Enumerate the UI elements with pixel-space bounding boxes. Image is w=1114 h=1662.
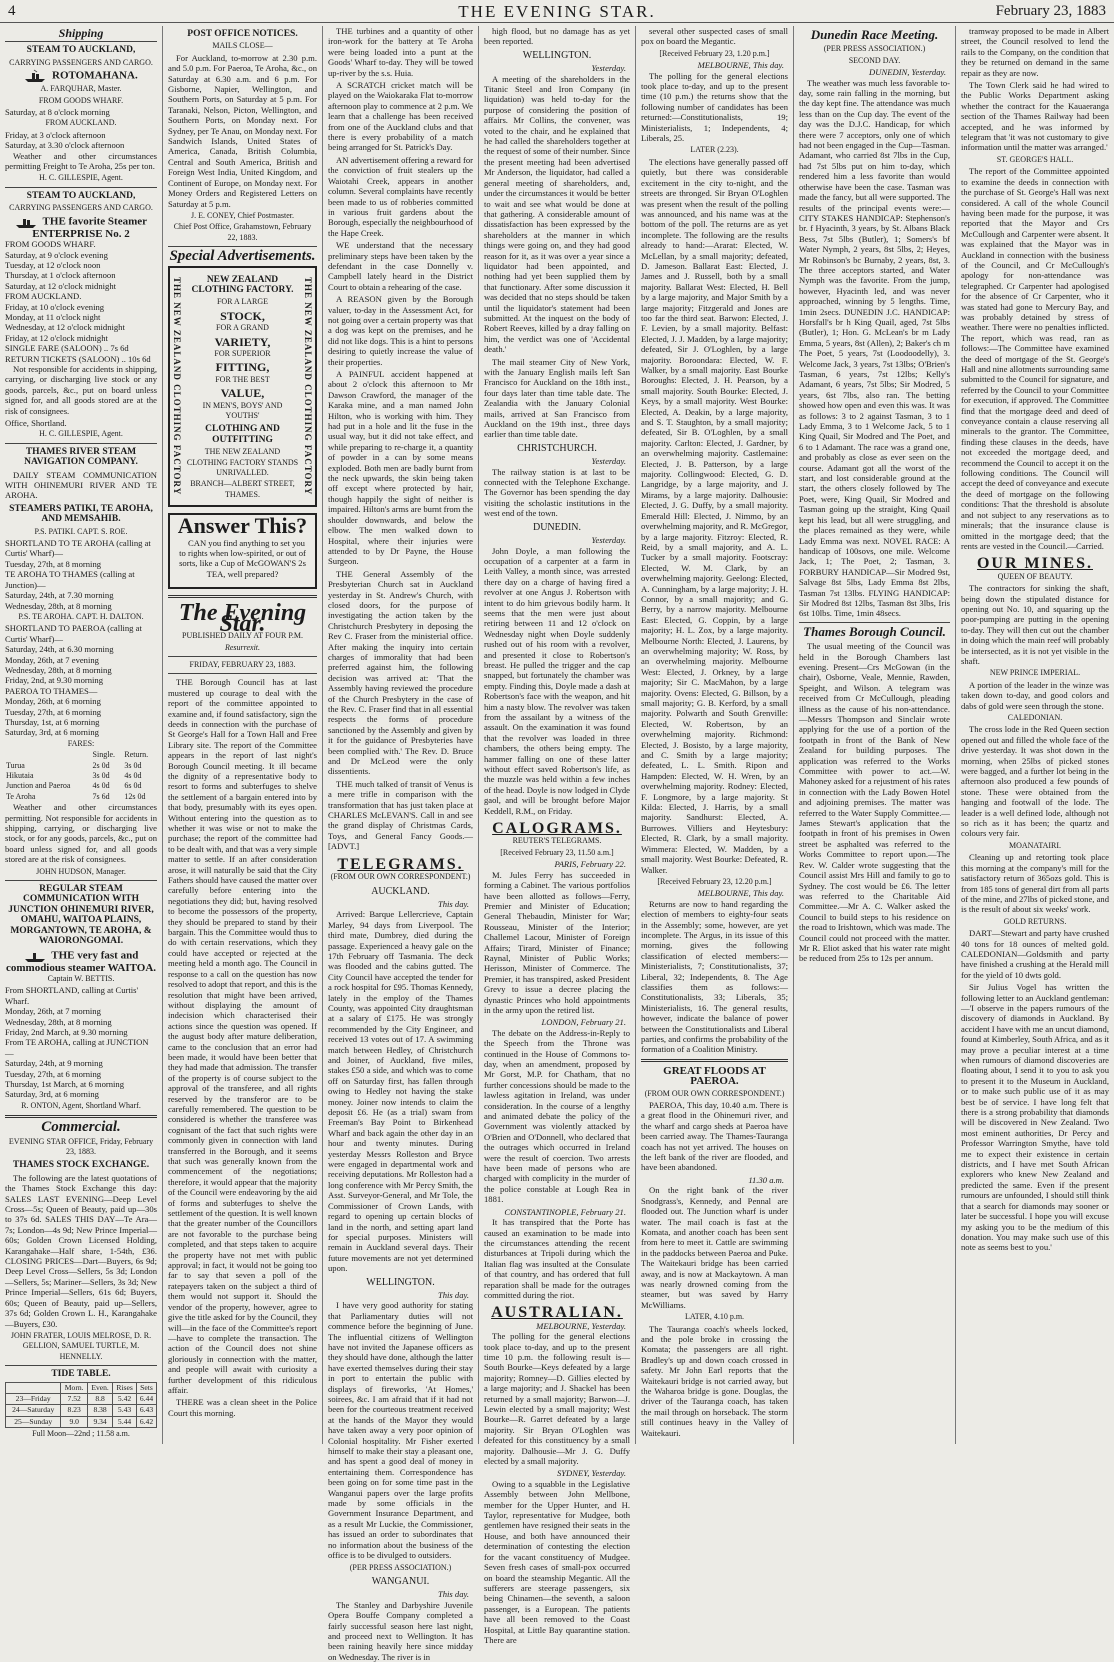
ad-body: DAILY STEAM COMMUNICATION WITH OHINEMURI RIVER AND TE AROHA. bbox=[5, 469, 157, 501]
dateline-date: CONSTANTINOPLE, February 21. bbox=[504, 1206, 626, 1217]
schedule-line: Wednesday, at 12 o'clock midnight bbox=[5, 322, 125, 333]
council-heading: Thames Borough Council. bbox=[803, 623, 946, 639]
telegram-body: The railway station is at last to be connected with the Telephone Exchange. The Governor has been spending the day visiting the scholastic institutions in the west end of the town. bbox=[484, 466, 630, 519]
ad-line: THE NEW ZEALAND CLOTHING FACTORY STANDS UNRIVALLED. bbox=[186, 447, 299, 478]
divider bbox=[168, 246, 317, 247]
council-body: The Town Clerk said he had wired to the Public Works Department asking whether the contract for the Kauaeranga section of the Thames Railway had been accepted, and he was informed by telegram that 'it was not customary to give information until the matter was arranged.' bbox=[961, 80, 1109, 153]
steamship-icon bbox=[24, 69, 46, 83]
ad-body: CAN you find anything to set you to rights when low-spirited, or out of sorts, like a Cup of McGOWAN'S 2s TEA, well prepared? bbox=[179, 537, 306, 579]
table-row: 23—Friday 7.52 8.8 5.42 6.44 bbox=[6, 1393, 157, 1404]
table-row: 24—Saturday 8.23 8.38 5.43 6.43 bbox=[6, 1405, 157, 1416]
schedule-line: Wednesday, 28th, at 8 morning bbox=[5, 1016, 112, 1027]
news-item: THE turbines and a quantity of other iron-work for the battery at Te Aroha were being loaded into a punt at the Goods' Wharf to-day. They will be towed up-river by the s.s. Huia. bbox=[328, 26, 473, 78]
race-source: (PER PRESS ASSOCIATION.) bbox=[823, 44, 926, 54]
mine-name: NEW PRINCE IMPERIAL. bbox=[989, 668, 1081, 678]
ad-line: FITTING, bbox=[215, 360, 270, 375]
mine-name: CALEDONIAN. bbox=[1007, 713, 1063, 722]
schedule-line: Wednesday, 28th, at 8 morning bbox=[5, 600, 112, 611]
dateline-date: MELBOURNE, Yesterday. bbox=[536, 1320, 626, 1331]
divider bbox=[5, 187, 157, 188]
news-item: A REASON given by the Borough valuer, to-day in the Assessment Act, for not going over a certain property was that a dog was kept on the premises, and he did not like dogs. This is a hint to persons desiring to quietly increase the value of their properties. bbox=[328, 294, 473, 367]
ad-ships: STEAMERS PATIKI, TE AROHA, AND MEMSAHIB. bbox=[9, 503, 153, 525]
news-item: THE General Assembly of the Presbyterian Church sat in Auckland yesterday in St. Andrew's Church, with closed doors, for the purpose of investigating the action taken by the Christchurch Presbytery in deposing the Rev C. Fraser from the ministerial office. After making the inquiry into certain charges of immorality that had been preferred against him, the following decision was arrived at: 'That the Assembly having reviewed the procedure of the Church Presbytery in the case of the Rev. C. Fraser find that in all essential respects the forms of procedure sanctioned by the Assembly and given by it for the guidance of Presbyteries have been complied with.' The Rev. D. Bruce and Dr McLeod were the only dissentients. bbox=[328, 568, 473, 777]
schedule-line: PAEROA TO THAMES— bbox=[5, 685, 98, 696]
dateline-date: Yesterday. bbox=[591, 456, 626, 467]
divider bbox=[5, 443, 157, 444]
steamship-icon bbox=[15, 215, 37, 229]
later-note: LATER (2.23). bbox=[690, 145, 739, 155]
tea-ad bbox=[168, 513, 317, 589]
ad-title: Answer This? bbox=[177, 513, 308, 539]
column-elections bbox=[636, 26, 794, 1444]
schedule-line: Thursday, 1st, at 6 morning bbox=[5, 716, 100, 727]
telegram-body: several other suspected cases of small pox on board the Megantic. bbox=[641, 26, 788, 47]
schedule-line: Saturday, at 9 o'clock evening bbox=[5, 249, 108, 260]
schedule-line: From SHORTLAND, calling at Curtis' Wharf. bbox=[5, 985, 139, 1006]
dateline-date: This day. bbox=[437, 1589, 469, 1600]
section-shipping-heading: Shipping bbox=[58, 26, 104, 40]
ad-agent: H. C. GILLESPIE, Agent. bbox=[39, 173, 123, 183]
schedule-line: Thursday, 1st March, at 6 morning bbox=[5, 1078, 125, 1089]
post-office-subheading: MAILS CLOSE— bbox=[212, 41, 273, 51]
dateline-date: Yesterday. bbox=[591, 63, 626, 74]
steamship-icon bbox=[24, 949, 46, 963]
telegram-body: John Doyle, a man following the occupation of a carpenter at a farm in Leith Valley, a month since, was arrested there day on a charge of having fired a revolver at one Angus J. Robertson with intent to do him grievous bodily harm. It seems that the men were just about retiring between 11 and 12 o'clock on Wednesday night when Doyle suddenly rushed out of his room with a revolver, and presented it close to Robertson's breast. He pulled the trigger and the cap snapped, but fortunately the chamber was empty. Finding this, Doyle made a dash at Robertson's face with the weapon, and hit him a nasty blow. The revolver was taken from the assailant by a witness of the assault. On the examination it was found that the revolver was loaded in three chambers, the others being empty. The hammer falling on one of these latter without effect saved Robertson's life, as the muzzle was held within a few inches of the head. Doyle is now lodged in Clyde gaol, and will be brought before Major Keddell, R.M., on Friday. bbox=[484, 545, 630, 816]
telegram-body: The Stanley and Darbyshire Juvenile Opera Bouffe Company completed a fairly successful season here last night, and proceed next to Wellington. It has been raining heavily here since midday on Wednesday. The river is in bbox=[328, 1599, 473, 1662]
ship-captain: Captain W. BETTIS. bbox=[47, 973, 115, 983]
table-row: 25—Sunday 9.0 9.34 5.44 6.42 bbox=[6, 1416, 157, 1427]
schedule-line: Saturday, 3rd, at 6 morning bbox=[5, 1089, 99, 1100]
moon-phase: Full Moon—22nd ; 11.58 a.m. bbox=[32, 1429, 130, 1439]
telegram-body: The polling for the general elections took place to-day, and up to the present time 10 p.m. the following result is—South Bourke—Keys defeated by a large majority; Romney—D. Gillies elected by a large majority; and J. Shackel has been returned by a small majority; Barwon—J. Lewin elected by a small majority; West Bourke—R. Garret defeated by a large majority. Sir Bryan O'Loghlen was defeated for this constituency by a small majority. Dalhousie—Mr J. G. Duffy elected by a small majority. bbox=[484, 1331, 630, 1467]
shipping-ad-thames-river bbox=[5, 447, 157, 877]
schedule-line: Tuesday, 27th, at 6 morning bbox=[5, 1068, 102, 1079]
mine-report: The cross lode in the Red Queen section opened out and filled the whole face of the drive yesterday. It was shot down in the morning, when 25lbs of picked stones were bagged, and a further lot being in the afternoon also produced a few pounds of stone. These were obtained from the hanging and footwall of the lode. The leader is a well defined lode, although not so rich as it has been; the quartz and colours very fair. bbox=[961, 724, 1109, 839]
telegram-body: Owing to a squabble in the Legislative Assembly between John Mellbone, member for the Upper Hunter, and H. Taylor, representative for Mudgee, both gentlemen have resigned their seats in the House, and both have announced their determination of contesting the election for the vacant constituency of Mudgee. Seven fresh cases of small-pox occurred on board the steamship Megantic. All the sufferers are steerage passengers, six being Chinamen—the seventh, a saloon passenger, is a European. The patients have all been removed to the Coast Hospital, at Little Bay quarantine station. There are bbox=[484, 1478, 630, 1645]
mine-report: Cleaning up and retorting took place this morning at the company's mill for the satisfactory return of 365ozs gold. This is from 185 tons of general dirt from all parts of the mine, and 27lbs of picked stone, and is the result of about six weeks' work. bbox=[961, 852, 1109, 915]
ad-branch: BRANCH—ALBERT STREET, THAMES. bbox=[190, 479, 295, 499]
ad-subtitle: CARRYING PASSENGERS AND CARGO. bbox=[9, 203, 153, 213]
dateline-date: This day. bbox=[437, 1289, 469, 1300]
schedule-line: Saturday, at 12 o'clock midnight bbox=[5, 280, 117, 291]
schedule-line: SHORTLAND TO TE AROHA (calling at Curtis' Wharf)— bbox=[5, 538, 151, 559]
telegram-body: The elections have generally passed off quietly, but there was considerable excitement in the city to-night, and the streets are thronged. Sir Bryan O'Loghlen was present when the result of the polling was announced, and his name was at the bottom of the poll. The returns are as yet incomplete. The following are the results already to hand:—Ararat: Elected, W. McLellan, by a small majority; defeated, D. Jameson. Ballarat East: Elected, J. James and J. Russell, both by a small majority. Ballarat West: Elected, H. Bell by a large majority, and Major Smith by a large majority; Fitzgerald and Jones are too far the third seat. Barwon: Elected, J. F. Levien, by a small majority. Belfast: Elected, J. J. Madden, by a large majority; defeated, Sir J. O'Loghlen, by a large majority. Boroondara: Elected, W. F. Walker, by a small majority. East Bourke Boroughs: Elected, J. H. Pearson, by a small majority. South Bourke: Elected, J. Keys, by a small majority. West Bourke: Elected, A. Deakin, by a large majority, and S. T. Staughton, by a small majority; defeated, Sir B. O'Loghlen, by a small majority. Carlton: Elected, J. Gardner, by an overwhelming majority. Castlemaine: Elected, J. B. Patterson, by a large majority. Collingwood: Elected, G. D. Langridge, by a large majority, and J. Mirams, by a large majority. Dalhousie: Elected, J. G. Duffy, by a small majority. Emerald Hill: Elected, J. Nimmo, by an overwhelming majority, and R. McGregor, by a large majority. Fitzroy: Elected, R. Reid, by a small majority, and A. L. Tucker by a small majority. Footscray: Elected, W. M. Clark, by an overwhelming majority. Geelong: Elected, A. Cunningham, by a large majority; J. H. Connor, by a small majority; and G. Berry, by a narrow majority. Melbourne East: Elected, G. Coppin, by a large majority; H. L. Zox, by a large majority. Melbourne North: Elected, J. Laurens, by an overwhelming majority; W. Ross, by an overwhelming majority. Melbourne West: Elected, J. Orkney, by a large majority; Sir C. MacMahon, by a large majority. Ovens: Elected, G. Billson, by a small majority; G. B. Kerford, by a small majority. Polwarth and South Grenville: Elected, W. Robertson, by an overwhelming majority. Richmond: Elected, J. Bosisto, by a large majority, and C. Smith by a large majority; defeated, L. L. Smith. Ripon and Hampden: Elected, W. H. Wren, by an overwhelming majority. Rodney: Elected, F. Longmore, by a large majority. St Kilda: Elected, J. Harris, by a small majority. Sandhurst: Elected, A. Burrowes. Villiers and Heytesbury: Elected, R. Clark, by a small majority. Wimmera: Elected, W. Madden, by a small majority. West Bourke: Defeated, R. Walker. bbox=[641, 156, 788, 875]
floods-body: PAEROA, This day, 10.40 a.m. There is a great flood in the Ohinemuri river, and the wharf and cargo sheds at Paeroa have been carried away. The Thames-Tauranga coach has not yet arrived. The houses on the left bank of the river are flooded, and have been abandoned. bbox=[641, 1100, 788, 1173]
dateline-place: CHRISTCHURCH. bbox=[517, 442, 597, 454]
stock-brokers: JOHN FRATER, LOUIS MELROSE, D. R. GELLION, SAMUEL TURTLE, M. HENNELLY. bbox=[10, 1330, 152, 1361]
ad-title: REGULAR STEAM COMMUNICATION WITH JUNCTION OHINEMURI RIVER, OMAHU, WAITOA PLAINS, MORGANTOWN, TE AROHA, & WAIORONGOMAI. bbox=[8, 884, 154, 947]
council-body: tramway proposed to be made in Albert street, the Council resolved to lend the rails to the Company, on the condition that they be returned on demand in the same repair as they are now. bbox=[961, 26, 1109, 78]
telegram-body: high flood, but no damage has as yet been reported. bbox=[484, 26, 630, 47]
column-telegrams bbox=[479, 26, 636, 1645]
dateline-date: Yesterday. bbox=[591, 535, 626, 546]
schedule-line: Tuesday, 27th, at 8 morning bbox=[5, 558, 102, 569]
page-number: 4 bbox=[8, 3, 16, 19]
ad-agent: R. ONTON, Agent, Shortland Wharf. bbox=[21, 1100, 141, 1110]
schedule-line: Saturday, 3rd, at 6 morning bbox=[5, 727, 99, 738]
ad-line: VARIETY, bbox=[214, 334, 271, 349]
ad-side-text: THE NEW ZEALAND CLOTHING FACTORY bbox=[172, 277, 182, 496]
tide-table-heading: TIDE TABLE. bbox=[51, 1369, 111, 1380]
table-row: Turua 2s 0d 3s 0d bbox=[6, 760, 142, 770]
ad-side-text: THE NEW ZEALAND CLOTHING FACTORY bbox=[303, 277, 313, 496]
mine-name: QUEEN OF BEAUTY. bbox=[997, 571, 1073, 581]
floods-later: LATER, 4.10 p.m. bbox=[684, 1312, 745, 1322]
paper-nameplate: The Evening Star. bbox=[178, 600, 307, 637]
telegrams-source: (FROM OUR OWN CORRESPONDENT.) bbox=[330, 872, 471, 882]
schedule-line: Monday, 26th, at 6 morning bbox=[5, 696, 101, 707]
column-races-council bbox=[794, 26, 956, 1444]
divider bbox=[5, 880, 157, 881]
divider bbox=[5, 41, 157, 42]
news-item: AN advertisement offering a reward for the conviction of fruit stealers up the Waiotahi Creek, appears in another column. Several complaints have recently been made to us of robberies committed in various fruit gardens about the Borough, especially the neighbourhood of the Hape Creek. bbox=[328, 154, 473, 238]
floods-body: On the right bank of the river Snodgrass's, Kennedy, and Pennal are flooded out. The Junction wharf is under water. The mail coach is fast at the Komata, and another coach has been sent from here to meet it. Cattle are swimming in the paddocks between Paeroa and Puke. The Waitekauri bridge has been carried away, and is now at Mackaytown. A man was nearly drowned coming from the steamer, but was saved by Harry McWilliams. bbox=[641, 1185, 788, 1310]
departure-heading: FROM AUCKLAND. bbox=[45, 118, 117, 128]
gold-returns-heading: GOLD RETURNS. bbox=[1003, 916, 1067, 926]
leader-article: THE Borough Council has at last mustered up courage to deal with the report of the committee appointed to examine and, if found satisfactory, sign the deeds in connection with the purchase of St George's Hall for a Town Hall and Free Library site. The report of the Committee appears in the report of last night's Borough Council meeting. It ill became the dignity of a representative body to resort to forms and subterfuges to shelve the settlement of a bargain entered into by that body, presumably with its eyes open. Without entering into the question as to whether it was wise or not to make the purchase; the report of the committee had to be dealt with, and that was a very simple matter to settle. If an after consideration arose, it will naturally be said that the City Fathers should have caused the matter over carefully before entering into the negotiations they did; but, having resolved to become the possessors of the property, they should be prepared to stand by their bargain. This the Committee would thus to do with certain reservations, which they could have accepted or rejected at the meeting held a month ago. The Council in response to a call on the question has now resolved to adopt that report, and this is the resolution that might have been arrived, without displaying the amount of indecision which characterised their actions since the question was opened. If the august body after mature deliberation, came to the conclusion that an error had been made, it would have been better that they had made that admission. The transfer of the property is of course subject to the approval of the transferee, and all rights reserved by the transferor are to be carefully remembered. The question to be considered is whether the transferee was cognisant of the fact that such rights were commonly given in connection with land transferred in the Borough, and it seems that such was generally known from the commencement of the negotiations; therefore, it would appear that the majority of the Council were endeavoring by the aid of forms and subterfuges to shelve the settlement of the question. It is well known that the greater number of the Councillors are not favorable to the purchase being completed, and that steps taken to acquire the property have not met with public approval; in fact, it would not be going too far to say that seven a poll of the ratepayers taken on the subject a third of them would not support it. Should the vendor of the property, however, agree to give the title asked for by the Council, they will—in the face of the Committee's report—have to complete the transaction. The action of the Council does not shine gloriously in connection with the matter, and people will await with curiosity a further development of this ridiculous affair. bbox=[168, 677, 317, 1395]
stock-exchange-heading: THAMES STOCK EXCHANGE. bbox=[12, 1160, 150, 1171]
schedule-line: FROM GOODS WHARF. bbox=[5, 239, 96, 250]
ad-line: FOR A LARGE bbox=[216, 297, 269, 307]
column-mines bbox=[956, 26, 1114, 1444]
telegram-body: A meeting of the shareholders in the Titanic Steel and Iron Company (in liquidation) was held to-day for the purpose of considering the position of affairs. Mr Collins, the convener, was voted to the chair, and he explained that he had called the shareholders together at the request of some of their number. Since the present meeting had been advertised Mr Anderson, the liquidator, had called a general meeting of shareholders, and, under the circumstances it would be better to wait and see what would be done at that gathering. A considerable amount of dissatisfaction has been expressed by the shareholders at the manner in which things were going on, and they had good reason for it, as it was over a year since a liquidator had been appointed, and nothing had yet been supplied them by that functionary. After some discussion it was decided that no steps should be taken until the liquidator's statement had been submitted. At the inquest on the body of Robert Reeves, killed by a dray falling on him, the verdict was one of 'Accidental death.' bbox=[484, 73, 630, 355]
post-office-location: Chief Post Office, Grahamstown, February 22, 1883. bbox=[173, 222, 312, 242]
schedule-line: Saturday, 24th, at 6.30 morning bbox=[5, 644, 114, 655]
divider bbox=[168, 595, 317, 598]
section-commercial-heading: Commercial. bbox=[41, 1119, 121, 1136]
floods-time: 11.30 a.m. bbox=[748, 1174, 784, 1185]
dateline-date: MELBOURNE, This day. bbox=[697, 888, 784, 899]
telegram-body: The debate on the Address-in-Reply to the Speech from the Throne was continued in the House of Commons to-day, when an amendment, proposed by Mr Gorst, M.P. for Chatham, that no further concessions should be made to the lawless agitation in Ireland, was under consideration. In the course of a lengthy and animated debate the policy of the Government was violently attacked by O'Brien and O'Donnell, who declared that the outrages which occurred in Ireland were the result of coercion. Two arrests have been made of persons who are charged with complicity in the murder of the police constable at Lough Rea in 1881. bbox=[484, 1027, 630, 1205]
clothing-factory-ad bbox=[168, 266, 317, 508]
ad-title: STEAM TO AUCKLAND, bbox=[26, 190, 136, 201]
received-note: [Received February 23, 1.20 p.m.] bbox=[659, 48, 770, 58]
masthead bbox=[0, 0, 1114, 23]
post-office-heading: POST OFFICE NOTICES. bbox=[187, 29, 298, 39]
dateline-place: DUNEDIN. bbox=[532, 521, 582, 533]
floods-body: The Tauranga coach's wheels locked, and the pole broke in crossing the Komata; the passengers are all right. Bradley's up and down coach crossed in safety. Mr John Earl reports that the Waitekauri bridge is not carried away, but the Waharoa bridge is gone. Douglas, the driver of the Tauranga coach, has taken the mail through on horseback. The storm still continues heavy in the Valley of Waitekauri. bbox=[641, 1323, 788, 1438]
schedule-line: Friday, 2nd, at 9.30 morning bbox=[5, 675, 104, 686]
calograms-heading: CALOGRAMS. bbox=[492, 820, 622, 838]
divider bbox=[168, 673, 317, 674]
ad-line: FOR SUPERIOR bbox=[214, 348, 271, 358]
divider bbox=[641, 1059, 788, 1062]
fares-table: Single. Return. Turua 2s 0d 3s 0d Hikutaia 3s 0d 4s 0d Junction and Paeroa 4s 0d 6s 0d Te Aroha 7s 6d 12s 0d bbox=[5, 750, 157, 802]
schedule-line: From TE AROHA, calling at JUNCTION— bbox=[5, 1037, 149, 1058]
dateline-date: SYDNEY, Yesterday. bbox=[556, 1468, 626, 1479]
ad-line: STOCK, bbox=[220, 308, 265, 323]
paper-motto: Resurrexit. bbox=[224, 642, 261, 652]
mine-name: MOANATAIRI. bbox=[1008, 840, 1062, 850]
telegram-body: Returns are now to hand regarding the election of members to eighty-four seats in the Assembly; some, however, are yet incomplete. The Argus, in its issue of this morning, gives the following classification of elected members:—Ministerialists, 7; Constitutionalists, 37; Liberal, 32; Independents, 8. The Age classifies them as follows:—Constitutionalists, 33; Liberals, 35; Ministerialists, 16. The general results, however, indicate the balance of power between the Constitutionalists and Liberal parties, and confirms the probability of the formation of a Coalition Ministry. bbox=[641, 898, 788, 1055]
table-row: Te Aroha 7s 6d 12s 0d bbox=[6, 791, 146, 801]
telegram-body: M. Jules Ferry has succeeded in forming a Cabinet. The various portfolios have been allotted as follows—Ferry, Premier and Minister of Education; General Thebaudin, Minister for War; Rousseau, Minister of the Interior; Challemel Lacour, Minister of Foreign Affairs; Tirard, Minister of Finance; Raynal, Minister of Public Works; Herisson, Minister of Commerce. The Premier, it has transpired, asked President Grevy to issue a decree placing the dynastic Princes who hold appointments in the army upon the retired list. bbox=[484, 869, 630, 1015]
dateline-place: WELLINGTON. bbox=[522, 49, 592, 61]
paper-date: FRIDAY, FEBRUARY 23, 1883. bbox=[189, 659, 296, 669]
shipping-ad-waitoa bbox=[5, 884, 157, 1111]
column-shipping bbox=[0, 26, 163, 1444]
schedule-line: Tuesday, at 12 o'clock noon bbox=[5, 259, 101, 270]
ad-line: IN MEN'S, BOYS' AND YOUTHS' bbox=[202, 400, 283, 420]
schedule-line: TE AROHA TO THAMES (calling at Junction)— bbox=[5, 569, 135, 590]
ad-line: CLOTHING AND OUTFITTING bbox=[205, 424, 280, 445]
ad-line: FOR THE BEST bbox=[215, 374, 270, 384]
divider bbox=[5, 1365, 157, 1366]
schedule-line: Wednesday, 28th, at 8 morning bbox=[5, 664, 112, 675]
table-row: Hikutaia 3s 0d 4s 0d bbox=[6, 771, 142, 780]
telegrams-source: REUTER'S TELEGRAMS. bbox=[512, 836, 602, 846]
fare-line: SINGLE FARE (SALOON) .. 7s 6d bbox=[5, 343, 129, 354]
ship-master: A. FARQUHAR, Master. bbox=[40, 84, 122, 94]
shipping-ad-rotomahana bbox=[5, 45, 157, 183]
tide-table: Morn. Even. Rises Sets 23—Friday 7.52 8.8 5.42 6.44 24—Saturday 8.23 8.38 5.43 6.43 25—Sunday 9.0 9.34 5.44 6.42 bbox=[5, 1382, 157, 1429]
hall-subheading: ST. GEORGE'S HALL. bbox=[996, 154, 1074, 164]
schedule-line: Thursday, at 1 o'clock afternoon bbox=[5, 270, 116, 281]
race-body: The weather was much less favorable to-day, some rain falling in the morning, but the day kept fine. The attendance was much less than on the Cup day. The event of the day was the D.J.C. Handicap, for which there were 7 acceptors, only one of which had not been engaged in the Cup—Tasman. Adamant, who carried 8st 7lbs in the Cup, had 7st 5lbs put on him to-day, which rendered him a less favorite than would otherwise have been the case. Tasman was made the fancy, but all were supported. The results of the principal events were:—CITY STAKES HANDICAP: Stephenson's br. f Hyacinth, 3 years, by St. Albans Black Bess, 7st 5lbs (Butler), 1; Somers's bf Water Nymph, 2 years, 8st 5lbs, 2; Heyes, Mr Robinson's bc Burnaby, 2 years, 8st, 3. The three acceptors started, and Water Nymph was the favorite. From the jump, however, Hyacinth led, and was never approached, winning by 5 lengths. Time, 1min 2secs. DUNEDIN J.C. HANDICAP: Horsfall's br h King Quail, aged, 7st 5lbs (Butler), 1; Hon. G. McLean's br m Lady Emma, 5 years, 8st (Allen), 2; Baker's ch m The Poet, 5 years, 7st (Loodoodelly), 3. Welcome Jack, 3 years, 7st 13lbs; O'Brien's Tasman, 6 years, 7st 12lbs; Kelly's Adamant, 6 years, 7st 5lbs; Sir Modred, 5 years, 6st 7lbs, also ran. The betting showed how open and even this was. It was as follows: 3 to 2 against Tasman, 3 to 1 Lady Emma, 3 to 1 Welcome Jack, 5 to 1 King Quail, Sir Modred and The Poet, and 6 to 1 Adamant. The race was a grand one, and probably as close as ever seen on the course. Adamant got all the worst of the start, and lost considerable ground at the start, the others closely followed by The Poet, were, King Quail, Sir Modred and Tasman going up the straight, King Quail kept his lead, but all were struggling, and the places remained as they were, while Lady Emma was next. NOVEL RACE: A handicap of 100sovs, one mile. Welcome Jack, 1; The Poet, 2; Tasman, 3. FORBURY HANDICAP—Sir Modred 9st, Salvage 8st 5lbs, Lady Emma 8st 2lbs, Tasman 7st 13lbs. FLYING HANDICAP: Sir Modred 8st 12lbs, Tasman 8st 3lbs, Iris 6st 10lbs. Time, 1min 48secs. bbox=[799, 77, 950, 619]
dateline-place: WANGANUI. bbox=[371, 1575, 430, 1587]
divider bbox=[168, 656, 317, 657]
telegrams-source: (PER PRESS ASSOCIATION.) bbox=[349, 1562, 452, 1572]
ship-name: THE favorite Steamer ENTERPRISE No. 2 bbox=[5, 215, 157, 239]
schedule-line: Friday, at 10 o'clock evening bbox=[5, 301, 105, 312]
schedule-line: Friday, 2nd March, at 9.30 morning bbox=[5, 1026, 128, 1037]
ship-name: P.S. PATIKI. CAPT. S. ROE. bbox=[34, 526, 128, 536]
divider bbox=[799, 622, 950, 623]
ship-name: ROTOMAHANA. bbox=[5, 69, 157, 83]
ad-line: VALUE, bbox=[220, 386, 265, 401]
telegram-body: Arrived: Barque Lellercrieve, Captain Marley, 94 days from Liverpool. The third mate, Dumbrey, died during the passage. Experienced a heavy gale on the 17th February off Tasmania. The deck was flooded and the cabins gutted. The City Council have accepted the tender for a rock hospital for £95. Thomas Kennedy, lately in the employ of the Thames County, was appointed City draughtsman at a salary of £175. He was strongly recommended by the City Engineer, and received 13 votes out of 17. A swimming match between Hedley, of Christchurch and Joiner, of Auckland, five miles, stakes £50 a side, and which was to come off on Saturday first, has fallen through owing to Hedley not having the stake money. Joiner now intends to claim the deposit £6. He (as a trial) swam from Freeman's Bay Point to Birkenhead Wharf and back again the other day in an hour and twenty minutes. During yesterday Messrs Rolleston and Bryce were engaged in departmental work and receiving deputations. Mr Rolleston had a long conference with Mr Percy Smith, the Asst. Surveyor-General, and Mr Tole, the Commissioner of Crown Lands, with regard to opening up certain blocks of land in the north, and setting apart land for special purposes. Ministers will remain in Auckland several days. Their future movements are not yet determined upon. bbox=[328, 909, 473, 1274]
commercial-dateline: EVENING STAR OFFICE, Friday, February 23, 1883. bbox=[8, 1136, 154, 1156]
schedule-line: FROM AUCKLAND. bbox=[5, 291, 82, 302]
news-item: THERE was a clean sheet in the Police Court this morning. bbox=[168, 1397, 317, 1418]
mine-report: The contractors for sinking the shaft, being down the stipulated distance for opening out No. 10, and squaring up the poor-pumping are putting in the opening to-day. They will then cut out the chamber in doing which the main reef will probably be intersected, as it is not yet visible in the shaft. bbox=[961, 583, 1109, 666]
schedule-line: Saturday, 24th, at 7.30 morning bbox=[5, 590, 114, 601]
schedule-line: Friday, at 12 o'clock midnight bbox=[5, 332, 108, 343]
ad-title: NEW ZEALAND CLOTHING FACTORY. bbox=[191, 274, 294, 295]
dateline-date: MELBOURNE, This day. bbox=[697, 60, 784, 71]
dateline-place: WELLINGTON. bbox=[366, 1276, 435, 1288]
received-note: [Received February 23, 11.50 a.m.] bbox=[500, 847, 614, 857]
telegrams-heading: TELEGRAMS. bbox=[337, 855, 464, 873]
ad-subtitle: CARRYING PASSENGERS AND CARGO. bbox=[9, 57, 153, 67]
special-ads-heading: Special Advertisements. bbox=[169, 248, 316, 265]
hall-body: The report of the Committee appointed to examine the deeds in connection with the purchase of St. George's Hall was next considered. A call of the whole Council having been made for the purpose, it was reported that the Mayor and Crs McCullough and Carpenter were absent. It was explained that the Mayor was in Auckland in connection with the business of the Council, and Cr McCullough's apology for non-attendance was telegraphed. Cr Carpenter had apologised for the absence of Cr Carpenter, who it was stated had gone to Mercury Bay, and was probably detained by stress of weather. There were no penalties inflicted. The report, which was read, ran as follows:—The Committee have examined the deed of mortgage of the St. George's Hall and nine allotments surrounding same submitted to the Council for signature, and referred by the Council to your Committee for execution, if approved. The Committee find that the mortgage deed and deed of conveyance contain a clause reserving all minerals to the grantor. The Committee, finding these clauses in the deeds, have not exceeded the mortgage deed, and recommend the Council to accept it on the following conditions. The Council will accept the deed of conveyance and execute the deed of mortgage on the following conditions: That the threshold is absolute and not subject to any reservations as to minerals; that the insurance clause is omitted in the mortgage deed; that the rents are vested in the Council.—Carried. bbox=[961, 166, 1109, 551]
divider bbox=[5, 1115, 157, 1118]
column-local-news bbox=[323, 26, 479, 1662]
departure-heading: FROM GOODS WHARF. bbox=[38, 95, 124, 105]
telegram-body: I have very good authority for stating that Parliamentary duties will not commence before the beginning of June. The influential citizens of Wellington have not invited the Japanese officers as they should have done, although the latter have exerted themselves during their stay in port to entertain the public with displays of fireworks, 'At Homes,' soirees, &c. I am afraid that if it had not been for the courteous treatment received at the hands of the Mayor they would have taken away a very poor opinion of Colonial hospitality. Mr Fisher exerted himself to make their stay a pleasant one, and has spent a good deal of money in entertaining them. Correspondence has been going on for some time past in the Wanganui papers over the large profits made by some officials in the Government Insurance Department, and as a result Mr Luckie, the Commissioner, has issued an order to subordinates that no information about the business of the office is to be divulged to outsiders. bbox=[328, 1300, 473, 1561]
ad-office: Office, Shortland. bbox=[5, 418, 67, 428]
australian-heading: AUSTRALIAN. bbox=[491, 1304, 623, 1322]
ad-title: STEAM TO AUCKLAND, bbox=[26, 45, 136, 56]
departure-time: Friday, at 3 o'clock afternoon bbox=[5, 129, 106, 140]
ad-note: Weather and other circumstances permitting. Not responsible for accidents in shipping, carrying, or discharging live stock, or for any goods, parcels, &c., put on board unless signed for, and all goods stored are at the risk of consignees. bbox=[5, 802, 157, 865]
ad-title: THAMES RIVER STEAM NAVIGATION COMPANY. bbox=[24, 446, 138, 468]
telegram-body: It has transpired that the Porte has caused an examination to be made into the circumstances attending the recent disturbances at Tripoli during which the Italian flag was insulted at the Consulate of that country, and has ordered that full reparation shall be made for the outrages committed during the riot. bbox=[484, 1217, 630, 1300]
ship-name: P.S. TE AROHA. CAPT. H. DALTON. bbox=[18, 611, 144, 621]
departure-time: Saturday, at 3.30 o'clock afternoon bbox=[5, 140, 125, 151]
departure-time: Saturday, at 8 o'clock morning bbox=[5, 107, 110, 118]
dateline-date: This day. bbox=[437, 898, 469, 909]
shipping-ad-enterprise bbox=[5, 191, 157, 440]
news-item: A PAINFUL accident happened at about 2 o'clock this afternoon to Mr Dawson Crawford, the manager of the Karaka mine, and a man named John Hilton, who is working with him. They had put in a hole and lit the fuse in the usual way, but it did not take effect, and while preparing to re-charge it, a quantity of powder in a can by some means exploded. Both men are badly burnt from the neck upwards, the skin being taken off except where protected by hair, though happily the sight of neither is impaired. Hilton's arms are burnt from the shoulder downwards, and below the elbow. The men walked down to Hospital, where their injuries were attended to by Dr Payne, the House Surgeon. bbox=[328, 369, 473, 567]
stock-quotations: The following are the latest quotations of the Thames Stock Exchange this day: SALES LAST EVENING—Deep Level Cross—5s; Queen of Beauty, paid up—30s to 37s 6d. SALES THIS DAY—Te Ara—7s; London—4s 9d; New Prince Imperial—60s; Golden Crown Licensed Holding, Karangahake—Half share, 1-54th, £36. CLOSING PRICES—Dart—Buyers, 6s 9d; Deep Level Cross—Sellers, 5s 3d; London—Sellers, 5s; Mariner—Sellers, 3s 3d; New Prince Imperial—Sellers, 61s 6d; Buyers, 60s; Queen of Beauty, paid up—Sellers, 37s 6d; Golden Crown L. H., Karangahake—Buyers, £30. bbox=[5, 1172, 157, 1329]
schedule-line: Monday, 26th, at 7 morning bbox=[5, 1006, 101, 1017]
news-item: Sir Julius Vogel has written the following letter to an Auckland gentleman:—'I observe in the papers rumours of the discovery of diamonds in Auckland. By accident I have with me an uncut diamond, found at Kimberley, South Africa, and as it may prove a peculiar interest at a time when rumours of diamond discoveries are floating about, I send it to you to ask you to present it to the Museum in Auckland, or to make such public use of it as may best be of service. I have long felt that there is a strong probability that diamonds will be discovered in New Zealand. Two most eminent authorities, Dr Percy and Professor Warrington Smythe, have told me to expect their existence in certain districts, and I have met South African explorers who knew New Zealand and predicted the same. Even if the present rumours are unfounded, I should still think that a search for diamonds may sooner or later be successful. I hope you will excuse my asking you to be the medium of this donation. You may make such use of this note as seems best to you.' bbox=[961, 982, 1109, 1253]
schedule-line: Saturday, 24th, at 9 morning bbox=[5, 1058, 103, 1069]
race-day: SECOND DAY. bbox=[848, 55, 901, 65]
news-item: A SCRATCH cricket match will be played on the Waiokaraka Flat to-morrow afternoon play to commence at 2 p.m. We learn that a challenge has been received from one of the Auckland clubs and that there is every probability of a match being arranged for St. Patrick's Day. bbox=[328, 80, 473, 153]
ad-agent: H. C. GILLESPIE, Agent. bbox=[39, 429, 123, 439]
table-row: Junction and Paeroa 4s 0d 6s 0d bbox=[6, 781, 142, 791]
telegram-body: The mail steamer City of New York, with the January English mails left San Francisco for Auckland on the 18th inst., four days later than time table date. The Zealandia with the January Colonial mails, arrived at San Francisco from Auckland on the 19th inst., three days earlier than time table date. bbox=[484, 356, 630, 440]
mines-heading: OUR MINES. bbox=[976, 555, 1093, 573]
issue-date: February 23, 1883 bbox=[995, 3, 1106, 19]
fares-heading: FARES: bbox=[67, 738, 95, 748]
received-note: [Received February 23, 12.20 p.m.] bbox=[657, 876, 772, 886]
column-notices bbox=[163, 26, 323, 1444]
telegram-body: The polling for the general elections took place to-day, and up to the present time (10 p.m.) the returns show that the following number of candidates has been returned:—Constitutionalists, 19; Ministerialists, 1; Independents, 4; Liberals, 25. bbox=[641, 70, 788, 144]
schedule-line: Monday, 26th, at 7 evening bbox=[5, 654, 99, 665]
schedule-line: SHORTLAND TO PAEROA (calling at Curtis' Wharf)— bbox=[5, 623, 142, 644]
news-item: WE understand that the necessary preliminary steps have been taken by the defendant in the case Donnelly v. Campbell lately heard in the District Court to obtain a rehearing of the case. bbox=[328, 240, 473, 292]
ship-name: THE very fast and commodious steamer WAITOA. bbox=[5, 949, 157, 974]
paper-publication-note: PUBLISHED DAILY AT FOUR P.M. bbox=[182, 631, 303, 641]
floods-source: (FROM OUR OWN CORRESPONDENT.) bbox=[644, 1088, 785, 1098]
mine-report: A portion of the leader in the winze was taken down to-day, and good colors and dabs of gold were seen through the stone. bbox=[961, 679, 1109, 711]
schedule-line: Monday, at 11 o'clock night bbox=[5, 311, 101, 322]
ad-note: Not responsible for accidents in shipping, carrying, or discharging live stock or any goods, parcels, &c., put on board unless signed for, and all goods stored are at the risk of consignees. bbox=[5, 363, 157, 416]
dateline-place: AUCKLAND. bbox=[371, 885, 430, 897]
schedule-line: Tuesday, 27th, at 6 morning bbox=[5, 706, 102, 717]
post-office-body: For Auckland, to-morrow at 2.30 p.m. and 5.0 p.m. For Paeroa, Te Aroha, &c., on Saturday at 6.30 a.m. and 6 p.m. For Gisborne, Napier, Wellington, and Southern Ports, on Saturday at 5 p.m. For Taranaki, Nelson, Picton, Wellington, and Southern Ports, on Monday next. For Sydney, per Te Anau, on Monday next. For Sandwich Islands, United States of America, Canada, British Columbia, Central and South America, British and Foreign West India, United Kingdom, and Continent of Europe, on Monday next. For Money Orders and Registered Letters on Saturday at 5 p.m. bbox=[168, 52, 317, 209]
dateline-date: LONDON, February 21. bbox=[541, 1017, 626, 1028]
race-meeting-heading: Dunedin Race Meeting. bbox=[810, 27, 939, 42]
ad-line: FOR A GRAND bbox=[216, 323, 269, 333]
news-item: THE much talked of transit of Venus is a mere trifle in comparison with the transformation that has just taken place at CHARLES McLEVAN'S. Call in and see the grand display of Christmas Cards, Toys, and General Fancy Goods.—[ADVT.] bbox=[328, 778, 473, 852]
ad-note: Weather and other circumstances permitting Freight to Te Aroha, 25s per ton. bbox=[5, 150, 157, 172]
post-office-signature: J. E. CONEY, Chief Postmaster. bbox=[191, 210, 294, 220]
floods-heading: GREAT FLOODS AT PAEROA. bbox=[663, 1064, 766, 1088]
gold-returns-body: DART—Stewart and party have crushed 40 tons for 18 ounces of melted gold. CALEDONIAN—Goldsmith and party have finished a crushing at the Herald mill for the yield of 10 dwts gold. bbox=[961, 928, 1109, 980]
fare-line: RETURN TICKETS (SALOON) .. 10s 6d bbox=[5, 353, 151, 364]
dateline-date: PARIS, February 22. bbox=[554, 859, 626, 870]
dateline-date: DUNEDIN, Yesterday. bbox=[869, 67, 946, 78]
newspaper-title: THE EVENING STAR. bbox=[458, 2, 656, 21]
ad-agent: JOHN HUDSON, Manager. bbox=[36, 866, 126, 876]
council-body: The usual meeting of the Council was held in the Borough Chambers last evening. Present—Crs McGowan (in the chair), Osborne, Veale, Mennie, Rawden, Speight, and Wilson. A telegram was received from Cr McCullough, pleading illness as the cause of his non-attendance.—Messrs Thompson and Sinclair wrote applying for the use of a portion of the footpath in front of the Bank of New Zealand for building purposes. The application was referred to the Works Committee with power to act.—W. Mahoney asked for a rejustment of his rates in connection with the Lady Bowen Hotel and adjoining premises. The matter was referred to the Water Supply Committee.—James Stewart's application that the footpath in front of his premises in Owen street be asphalted was referred to the Works Committee to report upon.—The Rev. W. Calder wrote suggesting that the Council assist Mrs Hill and family to go to Sydney. The cost would be £6. The letter was referred to the Charitable Aid Committee.—Mr A. C. Walker asked the Council to build steps to his residence on the road to Irishtown, which was made. The Council could not proceed with the matter. Mr R. Eliot asked that his water rate might be reduced from 25s to 12s per annum. bbox=[799, 641, 950, 964]
